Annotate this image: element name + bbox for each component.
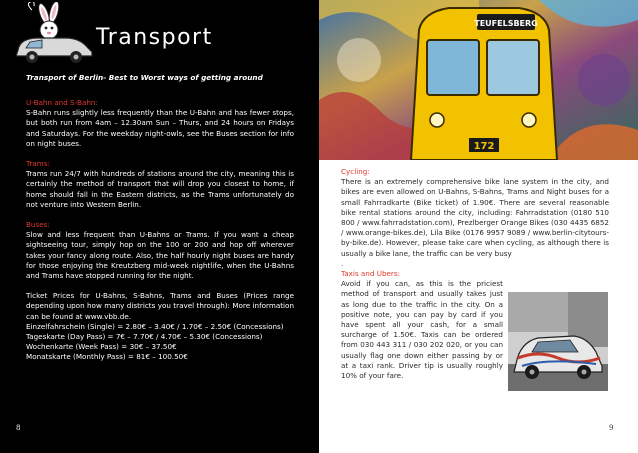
section-trams xyxy=(26,159,294,210)
left-body-column xyxy=(26,98,294,363)
right-page xyxy=(319,0,638,453)
section-cycling xyxy=(341,167,609,259)
page-title: Transport xyxy=(96,25,213,50)
ticket-prices-intro: Ticket Prices for U-Bahns, S-Bahns, Trams and Buses (Prices range depending upon how many districts you travel through): More information can be found at www.vbb.de. xyxy=(26,291,294,321)
section-body: Trams run 24/7 with hundreds of stations around the city, meaning this is certainly the method of transport that will drop you closest to home, if home should fall in the Eastern districts, as the Trams unfortunately do not venture into Western Berlin. xyxy=(26,169,294,209)
section-heading: U-Bahn and S-Bahn: xyxy=(26,98,98,107)
section-body: S-Bahn runs slightly less frequently than the U-Bahn and has fewer stops, but both run from 4am – 12.30am Sun – Thurs, and 24 hours on Fridays and Saturdays. For the weekday night-owls, see the Buses section for info on night buses. xyxy=(26,108,294,148)
rabbit-driving-car-icon xyxy=(8,2,98,64)
section-heading: Trams: xyxy=(26,159,50,169)
ticket-line: Tageskarte (Day Pass) = 7€ – 7.70€ / 4.70€ – 5.30€ (Concessions) xyxy=(26,332,263,342)
section-body: Avoid if you can, as this is the priciest method of transport and usually takes just as long due to the traffic in the city. On a positive note, you can pay by card if you have spent all your cash, for a small surcharge of 1.50€. Taxis can be ordered from 030 443 311 / 030 202 020, or you can usually flag one down either passing by or at a taxi rank. Driver tip is usually roughly 10% of your fare. xyxy=(341,279,503,381)
ticket-line: Monatskarte (Monthly Pass) = 81€ – 100.50€ xyxy=(26,352,188,362)
ticket-prices-list xyxy=(26,322,294,363)
section-ubahn xyxy=(26,98,294,149)
section-body: Slow and less frequent than U-Bahns or Trams. If you want a cheap sightseeing tour, simply hop on the 100 or 200 and hop off wherever takes your fancy along route. Also, the half hourly night buses are handy for those enjoying the Kreutzberg mid-week nightlife, when the U-Bahns and Trams have stopped running for the night. xyxy=(26,230,294,281)
tram-number: 172 xyxy=(473,141,495,152)
section-body: There is an extremely comprehensive bike lane system in the city, and bikes are even allowed on U-Bahns, S-Bahns, Trams and Night buses for a small Fahrradkarte (Bike ticket) of 1.90€. There are several reasonable bike rental stations around the city, including: Fahrradstation (0180 510 800 / www.fahrradstation.com), Prezlberger Orange Bikes (030 4435 6852 / www.orange-bikes.de), Lila Bike (0176 9957 9089 / www.berlin-citytours-by-bike.de). However, please take care when cycling, as although there is usually a bike lane, the traffic can be very busy xyxy=(341,177,609,258)
ticket-line: Einzelfahrschein (Single) = 2.80€ – 3.40€ / 1.70€ – 2.50€ (Concessions) xyxy=(26,321,284,331)
painted-car-photo xyxy=(508,292,608,391)
section-heading: Taxis and Ubers: xyxy=(341,269,401,279)
section-buses xyxy=(26,220,294,281)
page-subtitle: Transport of Berlin- Best to Worst ways of getting around xyxy=(26,73,263,82)
page-number-right: 9 xyxy=(609,424,614,432)
ticket-line: Wochenkarte (Week Pass) = 30€ – 37.50€ xyxy=(26,342,177,352)
section-taxis xyxy=(341,269,503,381)
page-number-left: 8 xyxy=(16,424,21,432)
tram-destination-sign: TEUFELSBERG xyxy=(474,19,538,28)
section-heading: Cycling: xyxy=(341,167,370,176)
separator-dot: . xyxy=(341,258,344,268)
graffiti-tram-photo xyxy=(319,0,638,160)
section-heading: Buses: xyxy=(26,220,50,230)
